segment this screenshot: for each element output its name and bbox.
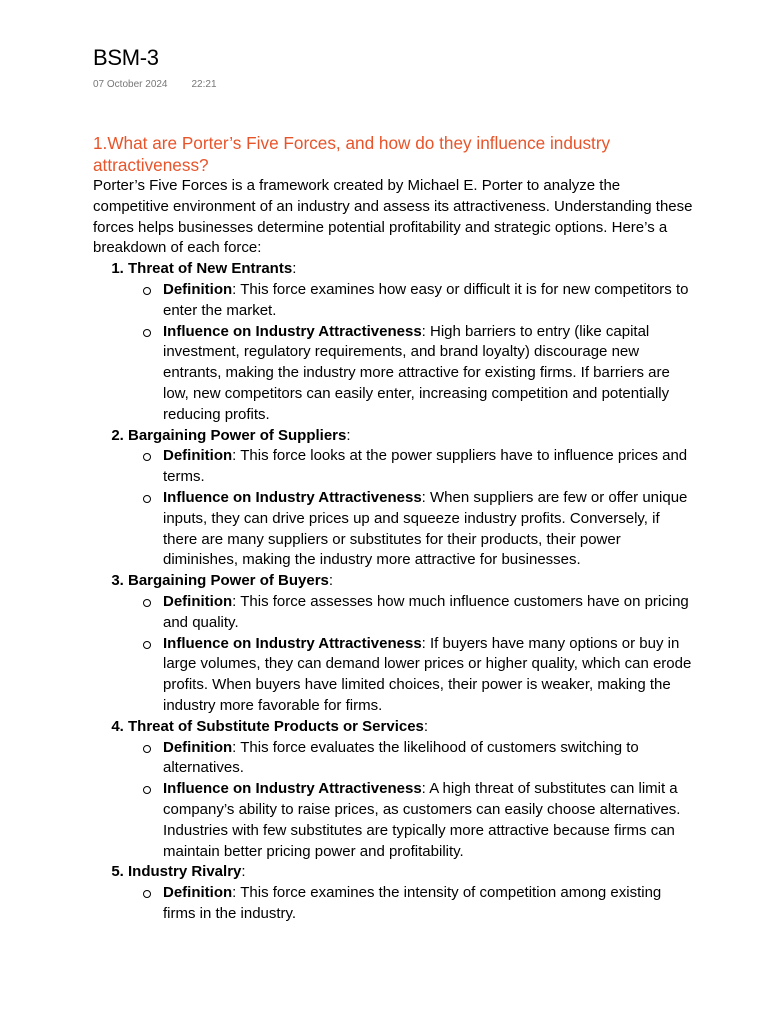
force-details <box>128 883 693 925</box>
force-item: 5. Industry Rivalry: Definition: This force examines the intensity of competition among existing firms in the industry. <box>128 862 693 924</box>
force-item: 1. Threat of New Entrants: Definition: This force examines how easy or difficult it is for new competitors to enter the market. Influence on Industry Attractiveness: High barriers to entry (like capital investment, regulatory requirements, and brand loyalty) discourage new entrants, making the industry more attractive for existing firms. If barriers are low, new competitors can easily enter, increasing competition and potentially reducing profits. <box>128 259 693 425</box>
definition-text: This force assesses how much influence customers have on pricing and quality. <box>163 592 689 631</box>
definition-item: Definition: This force examines how easy or difficult it is for new competitors to enter the market. <box>163 280 693 322</box>
note-body[interactable] <box>93 132 693 925</box>
note-time: 22:21 <box>191 79 217 90</box>
influence-label: Influence on Industry Attractiveness <box>163 634 422 652</box>
definition-item: Definition: This force evaluates the likelihood of customers switching to alternatives. <box>163 738 693 780</box>
force-details <box>128 280 693 426</box>
definition-text: This force looks at the power suppliers have to influence prices and terms. <box>163 447 688 486</box>
force-item: 4. Threat of Substitute Products or Services: Definition: This force evaluates the likelihood of customers switching to alternatives. Influence on Industry Attractiveness: A high threat of substitutes can limit a company’s ability to raise prices, as customers can easily choose alternatives. Industries with few substitutes are typically more attractive because firms can maintain better pricing power and profitability. <box>128 717 693 863</box>
force-details <box>128 592 693 717</box>
force-title: Threat of Substitute Products or Services <box>128 717 424 735</box>
influence-label: Influence on Industry Attractiveness <box>163 488 422 506</box>
definition-item: Definition: This force assesses how much influence customers have on pricing and quality. <box>163 592 693 634</box>
definition-text: This force examines how easy or difficult it is for new competitors to enter the market. <box>163 280 689 319</box>
note-meta <box>93 79 217 90</box>
definition-label: Definition <box>163 884 233 902</box>
note-date: 07 October 2024 <box>93 79 168 90</box>
force-title: Threat of New Entrants <box>128 260 293 278</box>
influence-text: High barriers to entry (like capital investment, regulatory requirements, and brand loyalty) discourage new entrants, making the industry more attractive for existing firms. If barriers are low, new competitors can easily enter, increasing competition and potentially reducing profits. <box>163 322 670 423</box>
definition-item: Definition: This force looks at the power suppliers have to influence prices and terms. <box>163 446 693 488</box>
force-details <box>128 738 693 863</box>
note-title[interactable]: BSM-3 <box>93 45 159 70</box>
influence-item: Influence on Industry Attractiveness: A high threat of substitutes can limit a company’s ability to raise prices, as customers can easily choose alternatives. Industries with few substitutes are typically more attractive because firms can maintain better pricing power and profitability. <box>163 779 693 862</box>
definition-label: Definition <box>163 592 233 610</box>
influence-text: When suppliers are few or offer unique inputs, they can drive prices up and squeeze industry profits. Conversely, if there are many suppliers or substitutes for their products, their power diminishes, making the industry more attractive for businesses. <box>163 488 688 569</box>
definition-label: Definition <box>163 280 233 298</box>
definition-label: Definition <box>163 738 233 756</box>
force-details <box>128 446 693 571</box>
influence-text: If buyers have many options or buy in large volumes, they can demand lower prices or higher quality, which can erode profits. When buyers have limited choices, their power is weaker, making the industry more favorable for firms. <box>163 634 692 714</box>
definition-label: Definition <box>163 447 233 465</box>
influence-label: Influence on Industry Attractiveness <box>163 780 422 798</box>
influence-item: Influence on Industry Attractiveness: High barriers to entry (like capital investment, regulatory requirements, and brand loyalty) discourage new entrants, making the industry more attractive for existing firms. If barriers are low, new competitors can easily enter, increasing competition and potentially reducing profits. <box>163 322 693 426</box>
forces-list <box>93 259 693 925</box>
influence-label: Influence on Industry Attractiveness <box>163 322 422 340</box>
definition-text: This force evaluates the likelihood of customers switching to alternatives. <box>163 738 639 777</box>
influence-item: Influence on Industry Attractiveness: If buyers have many options or buy in large volumes, they can demand lower prices or higher quality, which can erode profits. When buyers have limited choices, their power is weaker, making the industry more favorable for firms. <box>163 634 693 717</box>
force-title: Bargaining Power of Suppliers <box>128 426 347 444</box>
influence-text: A high threat of substitutes can limit a company’s ability to raise prices, as customers can easily choose alternatives. Industries with few substitutes are typically more attractive because firms can maintain better pricing power and profitability. <box>163 780 681 860</box>
question-heading: 1.What are Porter’s Five Forces, and how do they influence industry attractiveness? <box>93 133 611 175</box>
force-item: 2. Bargaining Power of Suppliers: Definition: This force looks at the power suppliers have to influence prices and terms. Influence on Industry Attractiveness: When suppliers are few or offer unique inputs, they can drive prices up and squeeze industry profits. Conversely, if there are many suppliers or substitutes for their products, their power diminishes, making the industry more attractive for businesses. <box>128 426 693 572</box>
influence-item: Influence on Industry Attractiveness: When suppliers are few or offer unique inputs, they can drive prices up and squeeze industry profits. Conversely, if there are many suppliers or substitutes for their products, their power diminishes, making the industry more attractive for businesses. <box>163 488 693 571</box>
force-title: Bargaining Power of Buyers <box>128 572 329 590</box>
definition-text: This force examines the intensity of competition among existing firms in the industry. <box>163 884 662 922</box>
intro-paragraph: Porter’s Five Forces is a framework created by Michael E. Porter to analyze the competitive environment of an industry and assess its attractiveness. Understanding these forces helps businesses determine potential profitability and strategic options. Here’s a breakdown of each force: <box>93 177 693 257</box>
definition-item: Definition: This force examines the intensity of competition among existing firms in the industry. <box>163 883 693 925</box>
force-title: Industry Rivalry <box>128 863 242 881</box>
force-item: 3. Bargaining Power of Buyers: Definition: This force assesses how much influence customers have on pricing and quality. Influence on Industry Attractiveness: If buyers have many options or buy in large volumes, they can demand lower prices or higher quality, which can erode profits. When buyers have limited choices, their power is weaker, making the industry more favorable for firms. <box>128 571 693 717</box>
